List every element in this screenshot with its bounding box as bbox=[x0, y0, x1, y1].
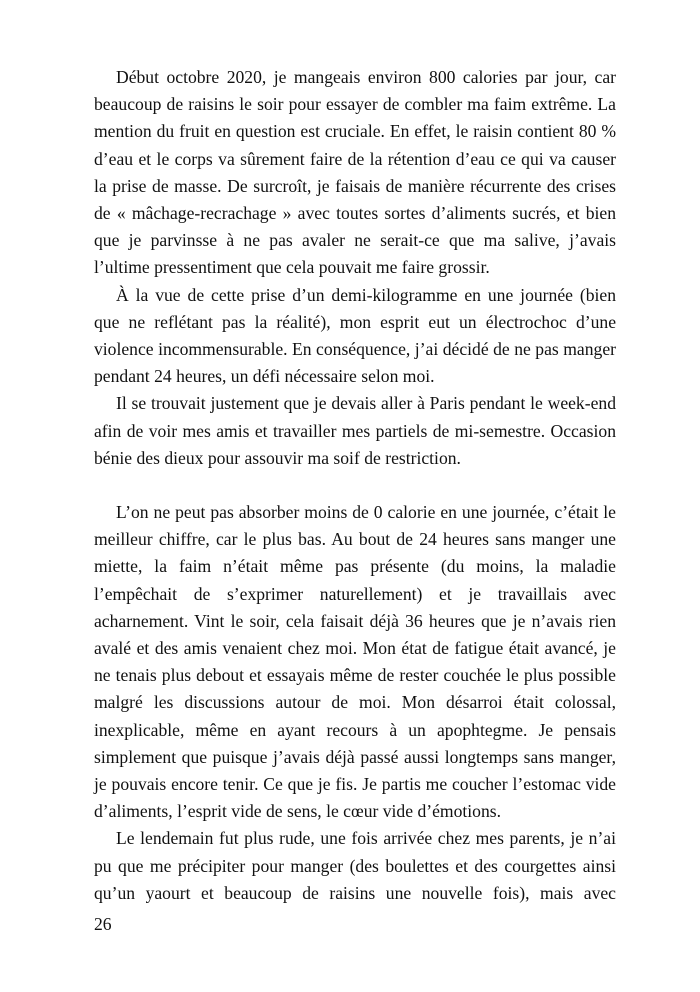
page-number: 26 bbox=[94, 914, 112, 934]
paragraph-2: À la vue de cette prise d’un demi-kilogramme en une journée (bien que ne reflétant pas la réalité), mon esprit eut un électrochoc d’une violence incommensurable. En conséquence, j’ai décidé de ne pas manger pendant 24 heures, un défi nécessaire selon moi. bbox=[94, 284, 616, 387]
paragraph-3: Il se trouvait justement que je devais aller à Paris pendant le week-end afin de voir mes amis et travailler mes partiels de mi-semestre. Occasion bénie des dieux pour assouvir ma soif de restriction. bbox=[94, 393, 616, 468]
paragraph-5: Le lendemain fut plus rude, une fois arrivée chez mes parents, je n’ai pu que me précipiter pour manger (des boulettes et des courgettes ainsi qu’un yaourt et beaucoup de raisins une nouvelle fois), mais avec bbox=[94, 828, 616, 903]
paragraph-1: Début octobre 2020, je mangeais environ 800 calories par jour, car beaucoup de raisins le soir pour essayer de combler ma faim extrême. La mention du fruit en question est cruciale. En effet, le raisin contient 80 % d’eau et le corps va sûrement faire de la rétention d’eau ce qui va causer la prise de masse. De surcroît, je faisais de manière récurrente des crises de « mâchage-recrachage » avec toutes sortes d’aliments sucrés, et bien que je parvinsse à ne pas avaler ne serait-ce que ma salive, j’avais l’ultime pressentiment que cela pouvait me faire grossir. bbox=[94, 67, 616, 278]
section-break bbox=[94, 472, 616, 499]
paragraph-4: L’on ne peut pas absorber moins de 0 calorie en une journée, c’était le meilleur chiffre, car le plus bas. Au bout de 24 heures sans manger une miette, la faim n’était même pas présente (du moins, la maladie l’empêchait de s’exprimer naturellement) et je travaillais avec acharnement. Vint le soir, cela faisait déjà 36 heures que je n’avais rien avalé et des amis venaient chez moi. Mon état de fatigue était avancé, je ne tenais plus debout et essayais même de rester couchée le plus possible malgré les discussions autour de moi. Mon désarroi était colossal, inexplicable, même en ayant recours à un apophtegme. Je pensais simplement que puisque j’avais déjà passé aussi longtemps sans manger, je pouvais encore tenir. Ce que je fis. Je partis me coucher l’estomac vide d’aliments, l’esprit vide de sens, le cœur vide d’émotions. bbox=[94, 502, 616, 822]
page-body bbox=[94, 64, 616, 907]
